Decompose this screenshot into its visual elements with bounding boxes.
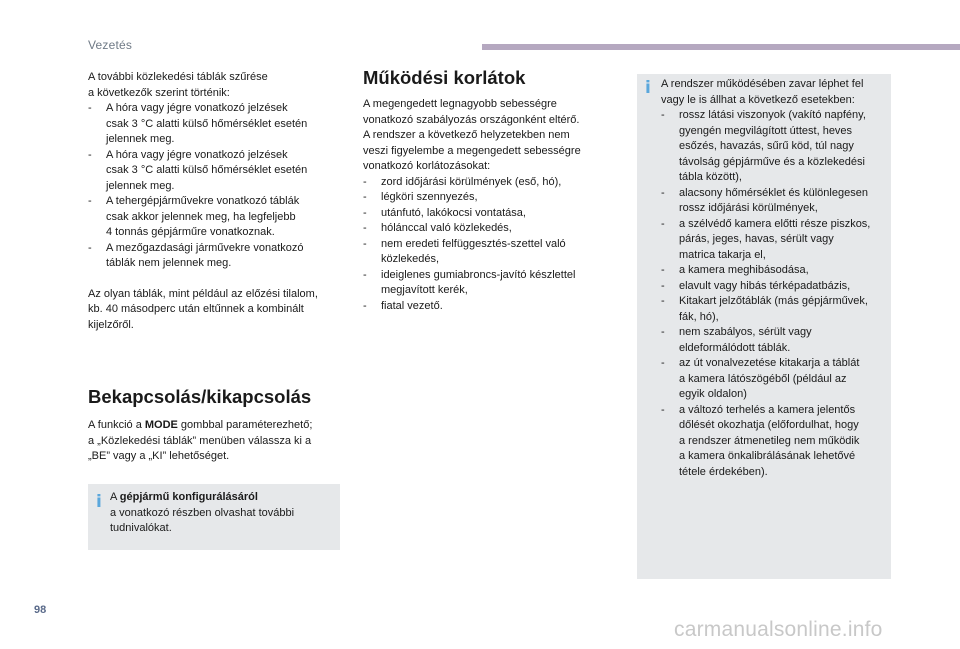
malfunction-list xyxy=(661,108,881,480)
text-line: tudnivalókat. xyxy=(110,522,172,534)
text-line: csak 3 °C alatti külső hőmérséklet esetén xyxy=(106,164,308,176)
text-line: „BE” vagy a „KI” lehetőséget. xyxy=(88,450,230,462)
column-middle xyxy=(363,97,613,314)
text-line: a kamera látószögéből (például az xyxy=(679,372,847,385)
watermark: carmanualsonline.info xyxy=(674,618,883,641)
text-line: jelennek meg. xyxy=(106,133,175,145)
limits-list xyxy=(363,175,613,315)
text-line: - fiatal vezető. xyxy=(381,299,443,312)
text-line xyxy=(88,418,343,434)
text-line: matrica takarja el, xyxy=(679,248,766,261)
text-line: A rendszer működésében zavar léphet fel xyxy=(661,78,864,90)
bekapcsolas-text xyxy=(88,418,343,465)
text-line: - nem szabályos, sérült vagy xyxy=(679,326,812,338)
list-item xyxy=(88,241,338,272)
text-line: - zord időjárási körülmények (eső, hó), xyxy=(381,175,562,188)
column-left xyxy=(88,70,338,333)
list-item xyxy=(661,186,881,217)
list-item xyxy=(363,237,613,268)
text-line: - utánfutó, lakókocsi vontatása, xyxy=(381,206,526,219)
list-item xyxy=(661,294,881,325)
list-item xyxy=(661,356,881,403)
info-box-config xyxy=(88,484,340,550)
text-line: vonatkozó szabályozás országonként eltérő. xyxy=(363,113,580,126)
text-line: dőlését okozhatja (előfordulhat, hogy xyxy=(679,419,859,431)
text-line: - légköri szennyezés, xyxy=(381,191,478,203)
text-line: vagy le is állhat a következő esetekben: xyxy=(661,93,855,106)
text-line: a rendszer átmenetileg nem működik xyxy=(679,434,860,447)
text-line: A rendszer a következő helyzetekben nem xyxy=(363,129,570,141)
text-line: - nem eredeti felfüggesztés-szettel való xyxy=(381,237,566,250)
text-line: A megengedett legnagyobb sebességre xyxy=(363,98,557,110)
text-line: - elavult vagy hibás térképadatbázis, xyxy=(679,279,851,292)
limits-intro xyxy=(363,97,613,175)
text-line: - alacsony hőmérséklet és különlegesen xyxy=(679,186,868,199)
text-line: tábla között), xyxy=(679,171,742,183)
filter-list xyxy=(88,101,338,272)
list-item xyxy=(363,299,613,315)
list-item xyxy=(88,194,338,241)
text-line: egyik oldalon) xyxy=(679,388,747,400)
text-line: rossz időjárási körülmények, xyxy=(679,202,818,214)
list-item xyxy=(363,206,613,222)
info-icon: i xyxy=(645,78,651,98)
text-line: csak akkor jelennek meg, ha legfeljebb xyxy=(106,210,296,223)
text-line: táblák nem jelennek meg. xyxy=(106,257,232,269)
list-item xyxy=(363,190,613,206)
info-box-malfunction xyxy=(637,74,891,579)
text-line: a vonatkozó részben olvashat további xyxy=(110,506,295,519)
header-bar xyxy=(482,44,960,50)
text-line: - rossz látási viszonyok (vakító napfény, xyxy=(679,109,866,121)
text-line: - A mezőgazdasági járművekre vonatkozó xyxy=(106,241,304,254)
text-line: kb. 40 másodperc után eltűnnek a kombinált xyxy=(88,303,304,315)
text-line: - a kamera meghibásodása, xyxy=(679,264,809,276)
text-line: A további közlekedési táblák szűrése xyxy=(88,71,268,83)
text-line: esőzés, havazás, sűrű köd, túl nagy xyxy=(679,140,854,152)
list-item xyxy=(661,403,881,481)
text-bold: gépjármű konfigurálásáról xyxy=(119,491,258,503)
list-item xyxy=(661,217,881,264)
page-number: 98 xyxy=(34,604,47,616)
text-line: vonatkozó korlátozásokat: xyxy=(363,160,491,172)
text-line: a „Közlekedési táblák” menüben válassza ki a xyxy=(88,434,312,447)
text-line: a kamera önkalibrálásának lehetővé xyxy=(679,450,856,462)
text-span: A xyxy=(110,491,120,503)
text-line: - hólánccal való közlekedés, xyxy=(381,222,512,234)
list-item xyxy=(363,268,613,299)
list-item xyxy=(661,279,881,295)
list-item xyxy=(88,148,338,195)
text-line: - Kitakart jelzőtáblák (más gépjárművek, xyxy=(679,295,868,307)
text-line: fák, hó), xyxy=(679,310,719,323)
text-line: - A tehergépjárművekre vonatkozó táblák xyxy=(106,195,300,207)
text-line: veszi figyelembe a megengedett sebességre xyxy=(363,144,581,157)
list-item xyxy=(88,101,338,148)
text-line: - A hóra vagy jégre vonatkozó jelzések xyxy=(106,102,288,114)
text-line: párás, jeges, havas, sérült vagy xyxy=(679,233,834,245)
text-line: - a változó terhelés a kamera jelentős xyxy=(679,403,856,416)
text-span: gombbal paraméterezhető; xyxy=(177,419,313,431)
text-line: jelennek meg. xyxy=(106,179,175,192)
text-line: távolság gépjárműve és a közlekedési xyxy=(679,155,865,168)
text-line: közlekedés, xyxy=(381,253,440,265)
info-icon: i xyxy=(96,492,102,512)
mode-button-name: MODE xyxy=(144,419,178,431)
list-item xyxy=(363,221,613,237)
text-line: a következők szerint történik: xyxy=(88,86,230,99)
malfunction-intro xyxy=(661,77,881,108)
text-line: - A hóra vagy jégre vonatkozó jelzések xyxy=(106,148,288,161)
section-title: Vezetés xyxy=(88,38,133,52)
text-line: - ideiglenes gumiabroncs-javító készlettel xyxy=(381,268,576,281)
heading-bekapcsolas: Bekapcsolás/kikapcsolás xyxy=(88,386,312,407)
text-line: kijelzőről. xyxy=(88,318,134,331)
text-line: tétele érdekében). xyxy=(679,465,768,478)
disappear-paragraph xyxy=(88,287,338,334)
list-item xyxy=(661,108,881,186)
list-item xyxy=(661,263,881,279)
text-line xyxy=(110,490,332,506)
text-line: eldeformálódott táblák. xyxy=(679,341,791,354)
text-line: megjavított kerék, xyxy=(381,284,468,296)
text-line: gyengén megvilágított úttest, heves xyxy=(679,124,853,137)
list-item xyxy=(363,175,613,191)
text-line: - a szélvédő kamera előtti része piszkos, xyxy=(679,217,871,230)
text-span: A funkció a xyxy=(88,419,145,431)
text-line: Az olyan táblák, mint például az előzési tilalom, xyxy=(88,287,318,300)
list-item xyxy=(661,325,881,356)
text-line: - az út vonalvezetése kitakarja a táblát xyxy=(679,357,860,369)
text-line: csak 3 °C alatti külső hőmérséklet esetén xyxy=(106,117,308,130)
heading-mukodesi: Működési korlátok xyxy=(363,67,526,88)
filter-intro xyxy=(88,70,338,101)
text-line: 4 tonnás gépjárműre vonatkoznak. xyxy=(106,226,275,238)
